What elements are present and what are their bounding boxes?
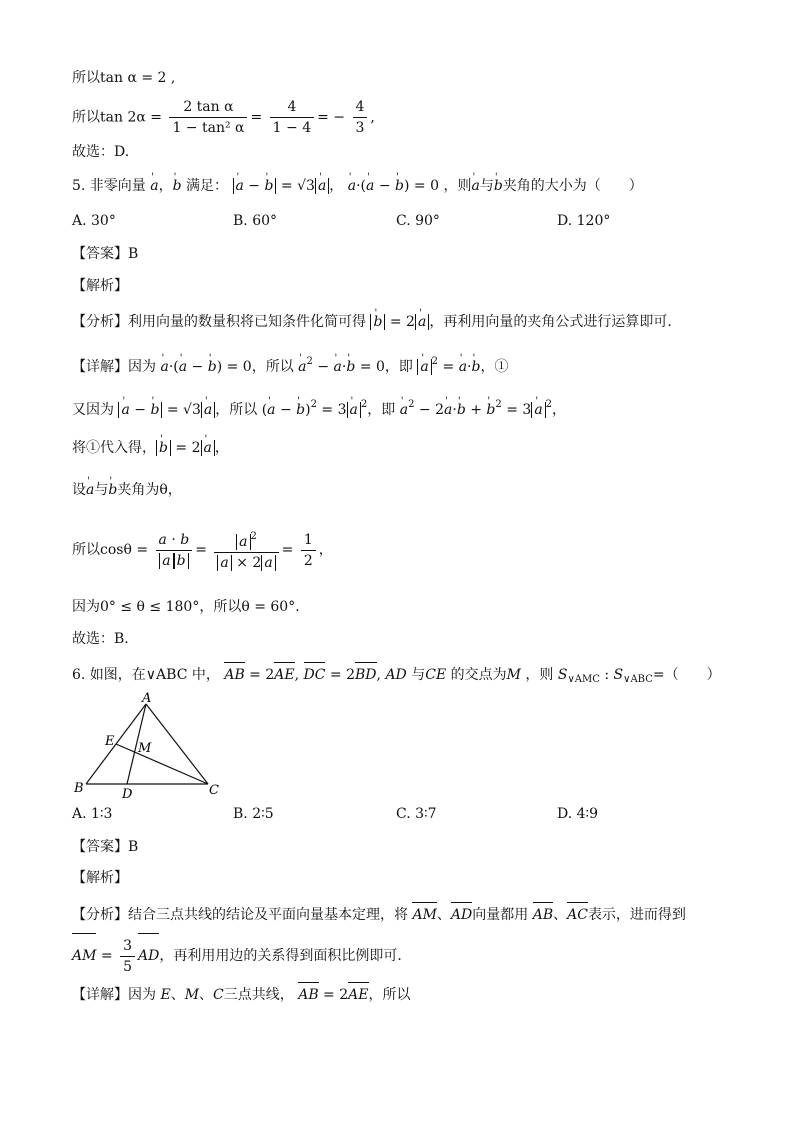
option-d: D. 4∶9 (557, 806, 599, 822)
text: 向量都用 (472, 907, 529, 923)
detail-5-line5: 所以cosθ = $\frac{a \cdot b}{\text{a b}}$ = $\frac{a ^2}{a \times 2 a}$ = $\frac{1}{2}$ ， (72, 528, 333, 572)
side-ac (146, 704, 208, 784)
label-m: M (138, 741, 152, 756)
denominator: 1 − 4 (272, 120, 312, 136)
text: 所以tan α = 2 , (72, 70, 176, 86)
text: 因为 (128, 987, 156, 1003)
option-b: B. 2∶5 (233, 806, 274, 822)
question-6: 6. 如图，在∨ABC 中， AB = 2AE, DC = 2BD, AD 与CE 的交点为M ，则 $S_{\vee AMC}$ : $S_{\vee ABC}=$（ ） (72, 667, 721, 685)
detail-5-line6 (72, 597, 300, 617)
text-line (72, 68, 175, 88)
text: 又因为 (72, 402, 114, 418)
segment-ce (116, 744, 208, 784)
answer-value: B (128, 839, 139, 855)
option-b: B. 60° (233, 213, 278, 229)
option-c: C. 3∶7 (396, 806, 437, 822)
text: 故选：B. (72, 631, 129, 647)
denominator: 1 − tan² α (172, 120, 245, 136)
label-e: E (105, 734, 115, 749)
detail-5-line1: 【详解】因为 ' a·(' a − ' b) = 0，所以 ' $a^2$ − ' a·' b = 0，即 ' a $^2$ = ' a·' b，① (72, 352, 508, 377)
text: 故选：D. (72, 144, 130, 160)
triangle-figure (70, 692, 230, 802)
answer-tag: 【答案】 (72, 839, 128, 855)
text: ，再利用用边的关系得到面积比例即可. (159, 948, 402, 964)
analysis-5: 【分析】利用向量的数量积将已知条件化简可得 ' b = 2' a ，再利用向量的夹角公式进行运算即可. (72, 312, 672, 332)
answer-line (72, 837, 138, 857)
numerator: 4 (353, 98, 368, 118)
text-line (72, 142, 129, 162)
analysis-6: 【分析】结合三点共线的结论及平面向量基本定理，将 AM、AD向量都用 AB、AC表示，进而得到 (72, 907, 686, 923)
text: 表示，进而得到 (587, 907, 686, 923)
text: ，则 (443, 178, 472, 194)
option-a: A. 30° (72, 213, 116, 229)
detail-5-line2: 又因为 ' a − ' b = √3' a ，所以 (' a − ' b)$^2$ = 3' a $^2$，即 ' $a^2 - 2'$ a·' b + ' $b^2 = 3'$ a $^2$， (72, 395, 566, 420)
text: ，即 (384, 359, 413, 375)
fraction (270, 98, 314, 137)
fraction: $\frac{a ^2}{a \times 2 a}$ (214, 528, 278, 572)
analysis-tag: 【解析】 (72, 870, 128, 886)
analysis-heading (72, 868, 128, 888)
label-b: B (74, 781, 84, 796)
text: =（ ） (652, 667, 721, 683)
text: 设 (72, 482, 86, 498)
analysis-heading (72, 276, 128, 296)
text: 5. 非零向量 (72, 178, 146, 194)
text: ，则 (525, 667, 554, 683)
option-a: A. 1∶3 (72, 806, 113, 822)
fraction: $\frac{3}{5}$ (120, 937, 135, 976)
xiangjie-tag: 【详解】 (72, 987, 128, 1003)
text: 三点共线， (223, 987, 294, 1003)
answer-tag: 【答案】 (72, 246, 128, 262)
detail-5-line7 (72, 629, 129, 649)
fenxi-tag: 【分析】 (72, 907, 128, 923)
text: 满足： (186, 178, 229, 194)
numerator: 2 tan α (169, 98, 247, 118)
fraction (353, 98, 368, 137)
text: 夹角的大小为（ ） (502, 178, 643, 194)
formula-line: 所以tan 2α = $\frac{\text{2 tan α}}{\text{1 − tan² α}}$ = $\frac{4}{1 - 4}$ = − $\frac{4}{3}$ , (72, 99, 375, 136)
text: ，所以 (215, 402, 258, 418)
question-5: 5. 非零向量 ' a，' b 满足： ' a − ' b = √3' a ， ' a·(' a − ' b) = 0 ，则' a与' b夹角的大小为（ ） (72, 176, 643, 196)
text: 的交点为 (450, 667, 507, 683)
text: 因为 (128, 359, 156, 375)
text: ，即 (367, 402, 396, 418)
denominator: 3 (355, 120, 365, 136)
text: 结合三点共线的结论及平面向量基本定理，将 (128, 907, 408, 923)
text: 夹角为θ， (117, 482, 182, 498)
option-c: C. 90° (396, 213, 440, 229)
fraction: $\frac{a \cdot b}{\text{a b}}$ (156, 531, 193, 570)
text: 所以cosθ = (72, 542, 149, 558)
analysis-tag: 【解析】 (72, 278, 128, 294)
label-a: A (142, 692, 152, 706)
label-d: D (122, 787, 133, 802)
option-d: D. 120° (557, 213, 611, 229)
detail-5-line4: 设' a与' b夹角为θ， (72, 480, 182, 500)
answer-line (72, 244, 138, 264)
detail-5-line3: 将①代入得，' b = 2' a ， (72, 438, 229, 458)
label-c: C (209, 783, 219, 798)
xiangjie-tag: 【详解】 (72, 359, 128, 375)
fenxi-tag: 【分析】 (72, 314, 128, 330)
text: ，所以 (368, 987, 411, 1003)
numerator: 4 (270, 98, 314, 118)
text: 所以tan 2α = (72, 109, 162, 126)
text: 与 (411, 667, 426, 683)
text: ，所以 (251, 359, 294, 375)
text: ，① (480, 359, 509, 375)
text: 因为0° ≤ θ ≤ 180°，所以θ = 60°. (72, 599, 300, 615)
answer-value: B (128, 246, 139, 262)
detail-6: 【详解】因为 E、M、C三点共线， AB = 2AE，所以 (72, 987, 411, 1003)
fraction (169, 98, 247, 137)
text: 利用向量的数量积将已知条件化简可得 (128, 314, 366, 330)
text: 将①代入得， (72, 440, 156, 456)
text: 6. 如图，在∨ABC 中， (72, 667, 220, 683)
analysis-6-line2: AM = $\frac{3}{5}$ AD，再利用用边的关系得到面积比例即可. (72, 937, 402, 975)
fraction: $\frac{1}{2}$ (301, 531, 316, 570)
text: ，再利用向量的夹角公式进行运算即可. (429, 314, 672, 330)
